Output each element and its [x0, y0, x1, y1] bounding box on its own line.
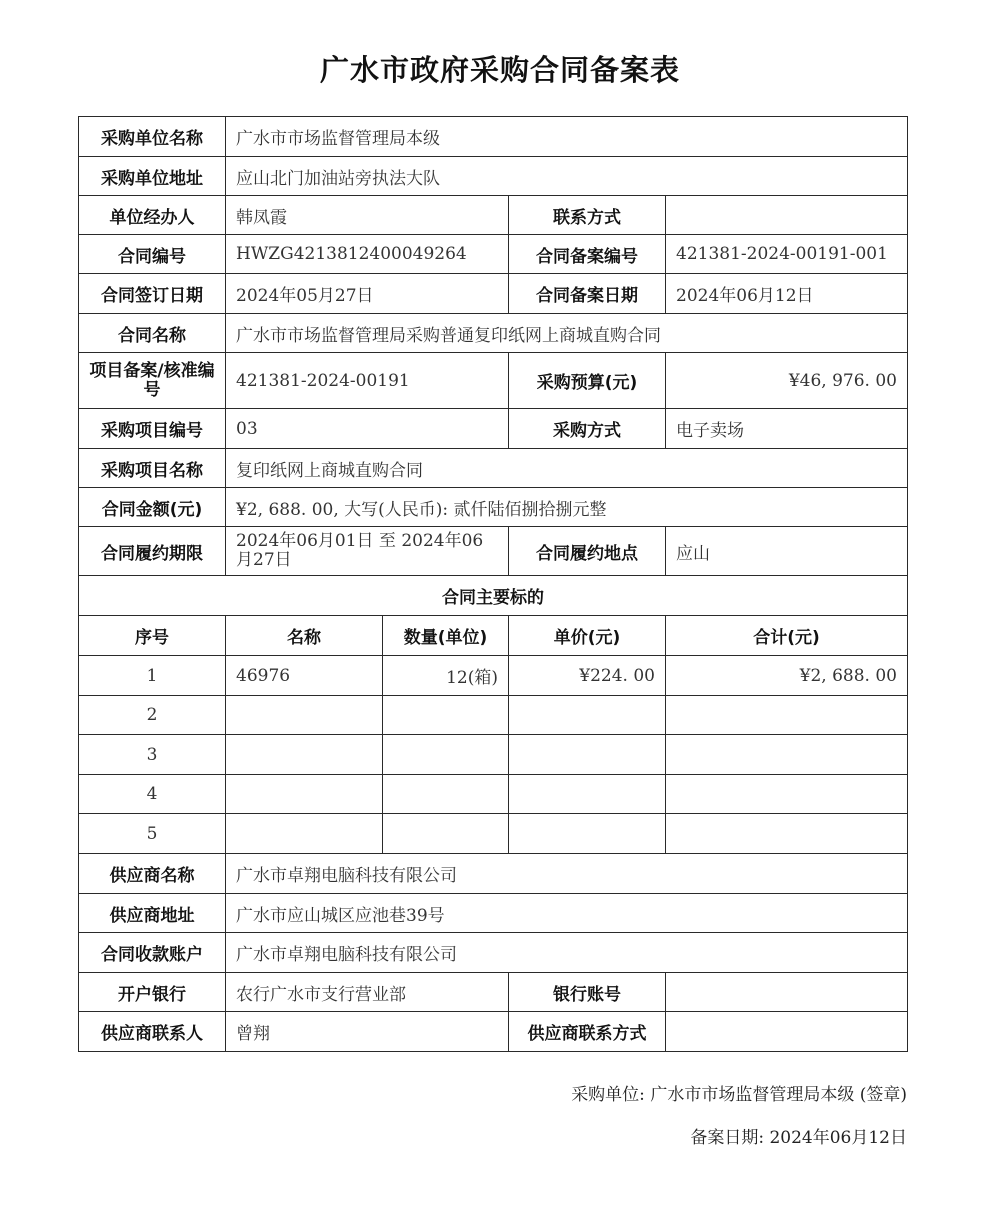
item-no: 3: [79, 735, 226, 775]
item-no: 2: [79, 696, 226, 735]
row-purchaser-address: [79, 157, 908, 196]
item-total: [666, 735, 908, 775]
value-bank-account: [666, 973, 908, 1012]
label-supplier-contact: 供应商联系人: [79, 1012, 226, 1052]
value-filing-no: 421381-2024-00191-001: [666, 235, 908, 274]
row-contract-no: [79, 235, 908, 274]
item-name: [226, 735, 383, 775]
row-receiving-account: [79, 933, 908, 973]
value-supplier-contact: 曾翔: [226, 1012, 509, 1052]
item-total: [666, 775, 908, 814]
value-project-no: 03: [226, 409, 509, 449]
label-project-filing-no: 项目备案/核准编号: [79, 353, 226, 409]
row-handler: [79, 196, 908, 235]
item-price: [509, 775, 666, 814]
value-method: 电子卖场: [666, 409, 908, 449]
item-qty: [383, 696, 509, 735]
item-name: [226, 696, 383, 735]
label-project-no: 采购项目编号: [79, 409, 226, 449]
item-price: [509, 814, 666, 854]
footer-filing-date: 备案日期: 2024年06月12日: [690, 1128, 907, 1148]
label-sign-date: 合同签订日期: [79, 274, 226, 314]
table-row: [79, 735, 908, 775]
value-contact: [666, 196, 908, 235]
value-handler: 韩凤霞: [226, 196, 509, 235]
value-project-name: 复印纸网上商城直购合同: [226, 449, 908, 488]
item-no: 1: [79, 656, 226, 696]
item-price: ¥224. 00: [509, 656, 666, 696]
label-contact: 联系方式: [509, 196, 666, 235]
items-header-qty: 数量(单位): [383, 616, 509, 656]
value-filing-date: 2024年06月12日: [666, 274, 908, 314]
value-bank: 农行广水市支行营业部: [226, 973, 509, 1012]
row-supplier-address: [79, 894, 908, 933]
label-budget: 采购预算(元): [509, 353, 666, 409]
label-project-name: 采购项目名称: [79, 449, 226, 488]
item-qty: 12(箱): [383, 656, 509, 696]
value-budget: ¥46, 976. 00: [666, 353, 908, 409]
row-contract-name: [79, 314, 908, 353]
table-row: [79, 696, 908, 735]
value-receiving-account: 广水市卓翔电脑科技有限公司: [226, 933, 908, 973]
document-title: 广水市政府采购合同备案表: [319, 53, 680, 87]
footer-purchaser-sign: 采购单位: 广水市市场监督管理局本级 (签章): [571, 1085, 907, 1105]
item-price: [509, 735, 666, 775]
label-period: 合同履约期限: [79, 527, 226, 576]
item-name: 46976: [226, 656, 383, 696]
label-receiving-account: 合同收款账户: [79, 933, 226, 973]
items-header-no: 序号: [79, 616, 226, 656]
item-no: 4: [79, 775, 226, 814]
table-row: [79, 814, 908, 854]
item-total: [666, 814, 908, 854]
row-project-no: [79, 409, 908, 449]
items-header-row: [79, 616, 908, 656]
item-price: [509, 696, 666, 735]
value-purchaser-address: 应山北门加油站旁执法大队: [226, 157, 908, 196]
label-bank: 开户银行: [79, 973, 226, 1012]
filing-form-table: [78, 116, 908, 1052]
value-contract-no: HWZG4213812400049264: [226, 235, 509, 274]
value-amount: ¥2, 688. 00, 大写(人民币): 贰仟陆佰捌拾捌元整: [226, 488, 908, 527]
label-method: 采购方式: [509, 409, 666, 449]
value-supplier-address: 广水市应山城区应池巷39号: [226, 894, 908, 933]
label-supplier-contact-method: 供应商联系方式: [509, 1012, 666, 1052]
item-total: ¥2, 688. 00: [666, 656, 908, 696]
label-purchaser-address: 采购单位地址: [79, 157, 226, 196]
value-sign-date: 2024年05月27日: [226, 274, 509, 314]
item-no: 5: [79, 814, 226, 854]
row-project-filing: [79, 353, 908, 409]
item-name: [226, 775, 383, 814]
row-sign-date: [79, 274, 908, 314]
label-handler: 单位经办人: [79, 196, 226, 235]
row-amount: [79, 488, 908, 527]
row-supplier-name: [79, 854, 908, 894]
label-contract-no: 合同编号: [79, 235, 226, 274]
value-project-filing-no: 421381-2024-00191: [226, 353, 509, 409]
table-row: [79, 656, 908, 696]
value-purchaser-name: 广水市市场监督管理局本级: [226, 117, 908, 157]
label-amount: 合同金额(元): [79, 488, 226, 527]
row-subject-heading: [79, 576, 908, 616]
value-supplier-name: 广水市卓翔电脑科技有限公司: [226, 854, 908, 894]
label-supplier-address: 供应商地址: [79, 894, 226, 933]
item-qty: [383, 775, 509, 814]
label-supplier-name: 供应商名称: [79, 854, 226, 894]
label-contract-name: 合同名称: [79, 314, 226, 353]
subject-heading: 合同主要标的: [79, 576, 908, 616]
row-supplier-contact: [79, 1012, 908, 1052]
row-purchaser-name: [79, 117, 908, 157]
items-header-price: 单价(元): [509, 616, 666, 656]
value-supplier-contact-method: [666, 1012, 908, 1052]
value-contract-name: 广水市市场监督管理局采购普通复印纸网上商城直购合同: [226, 314, 908, 353]
table-row: [79, 775, 908, 814]
value-location: 应山: [666, 527, 908, 576]
label-filing-no: 合同备案编号: [509, 235, 666, 274]
value-period: 2024年06月01日 至 2024年06月27日: [226, 527, 509, 576]
item-qty: [383, 735, 509, 775]
item-name: [226, 814, 383, 854]
label-filing-date: 合同备案日期: [509, 274, 666, 314]
label-purchaser-name: 采购单位名称: [79, 117, 226, 157]
label-location: 合同履约地点: [509, 527, 666, 576]
items-header-total: 合计(元): [666, 616, 908, 656]
row-bank: [79, 973, 908, 1012]
item-qty: [383, 814, 509, 854]
row-project-name: [79, 449, 908, 488]
label-bank-account: 银行账号: [509, 973, 666, 1012]
row-period: [79, 527, 908, 576]
item-total: [666, 696, 908, 735]
items-header-name: 名称: [226, 616, 383, 656]
